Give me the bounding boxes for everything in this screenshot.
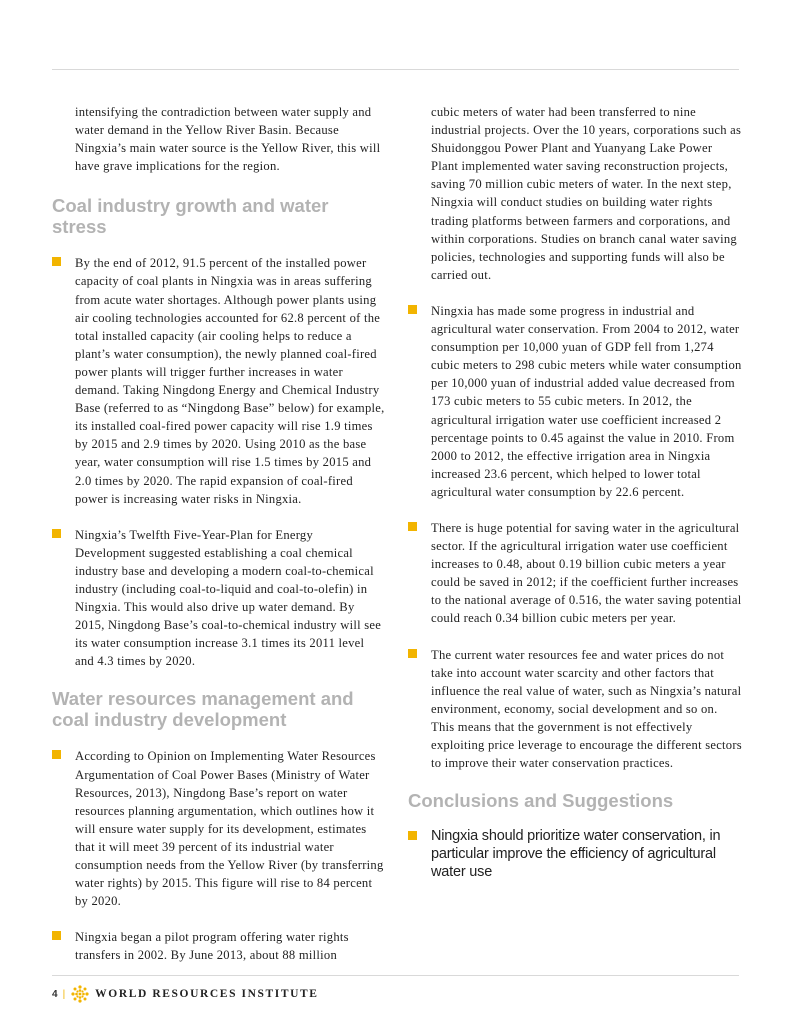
conclusion-text: Ningxia should prioritize water conservation, in particular improve the efficiency of agricultural water use: [431, 828, 721, 881]
footer-rule: [52, 975, 739, 976]
section-heading-conclusions: Conclusions and Suggestions: [408, 790, 674, 812]
bullet-text: Ningxia’s Twelfth Five-Year-Plan for Energy Development suggested establishing a coal chemical industry base and developing a modern coal-to-chemical industry (including coal-to-liquid and coal-to-olefin) in Ningxia. This would also drive up water demand. By 2015, Ningdong Base’s coal-to-chemical industry will see its water consumption increase 3.1 times its 2011 level and 4.3 times by 2020.: [75, 527, 382, 669]
bullet-text: Ningxia has made some progress in industrial and agricultural water conservation. From 2004 to 2012, water consumption per 10,000 yuan of GDP fell from 1,274 cubic meters to 298 cubic meters while water consumption per 10,000 yuan of industrial added value decreased from 173 cubic meters to 55 cubic meters. In 2012, the agricultural irrigation water use coefficient increased 2 percentage points to 0.45 against the value in 2010. From 2000 to 2012, the effective irrigation area in Ningxia increased 23.6 percent, which helped to lower total agricultural water consumption by 22.6 percent.: [431, 303, 742, 499]
page-number: 4: [52, 988, 58, 1000]
bullet-square-icon: [408, 305, 417, 314]
bullet-square-icon: [52, 750, 61, 759]
bullet-item: [408, 302, 742, 501]
bullet-text: By the end of 2012, 91.5 percent of the installed power capacity of coal plants in Ningxia was in areas suffering from acute water shortages. Although power plants using air cooling technologies accounted for 62.8 percent of the total installed capacity (air cooling helps to reduce a plant’s water consumption), the newly planned coal-fired power plants will trigger further increases in water demand. Taking Ningdong Energy and Chemical Industry Base (referred to as “Ningdong Base” below) for example, its installed coal-fired power capacity will rise 1.9 times by 2015 and 2.9 times by 2020. Using 2010 as the base year, water consumption will rise 1.5 times by 2015 and 2.0 times by 2020. The rapid expansion of coal-fired power is increasing water risks in Ningxia.: [75, 256, 385, 506]
section-heading-coal-industry: Coal industry growth and water stress: [52, 195, 329, 238]
footer-separator: |: [62, 988, 66, 1000]
bullet-text: There is huge potential for saving water in the agricultural sector. If the agricultural irrigation water use coefficient increases to 0.48, about 0.19 billion cubic meters a year could be saved in 2012; if the coefficient further increases to the national average of 0.516, the water saving potential could reach 0.34 billion cubic meters per year.: [431, 520, 742, 626]
bullet-item: [52, 928, 386, 964]
bullet-item: [52, 526, 386, 671]
bullet-square-icon: [408, 649, 417, 658]
bullet-item: [408, 519, 742, 628]
continuation-paragraph: cubic meters of water had been transferred to nine industrial projects. Over the 10 years, corporations such as Shuidonggou Power Plant and Yuanyang Lake Power Plant implemented water saving reconstruction projects, saving 70 million cubic meters of water. In the next step, Ningxia will conduct studies on building water rights trading platforms between farmers and corporations, and within corporations. Studies on branch canal water saving policies, technologies and supporting funds will also be carried out.: [431, 105, 742, 282]
bullet-text: Ningxia began a pilot program offering water rights transfers in 2002. By June 2013, about 88 million: [75, 930, 349, 963]
bullet-item: [52, 747, 386, 910]
conclusion-bullet-item: [408, 827, 742, 881]
section-heading-water-management: Water resources management and coal industry development: [52, 688, 354, 731]
footer: [52, 984, 319, 1004]
bullet-square-icon: [408, 522, 417, 531]
bullet-item: [408, 646, 742, 773]
bullet-item: [52, 254, 386, 507]
intro-paragraph: intensifying the contradiction between water supply and water demand in the Yellow River Basin. Because Ningxia’s main water source is the Yellow River, this will have grave implications for the region.: [75, 105, 381, 174]
organization-name: WORLD RESOURCES INSTITUTE: [95, 988, 319, 1000]
bullet-text: According to Opinion on Implementing Water Resources Argumentation of Coal Power Bases (Ministry of Water Resources, 2013), Ningdong Base’s report on water resources planning argumentation, which outlines how it will ensure water supply for its development, estimates that it will meet 39 percent of its industrial water consumption needs from the Yellow River (by transferring water rights) by 2015. This figure will rise to 84 percent by 2020.: [75, 749, 384, 909]
left-column: [52, 103, 386, 964]
header-rule: [52, 69, 739, 70]
bullet-square-icon: [52, 257, 61, 266]
bullet-square-icon: [408, 831, 417, 840]
bullet-square-icon: [52, 931, 61, 940]
wri-logo-icon: [71, 985, 89, 1003]
right-column: [408, 103, 742, 881]
bullet-square-icon: [52, 529, 61, 538]
bullet-text: The current water resources fee and water prices do not take into account water scarcity and other factors that influence the real value of water, such as Ningxia’s natural environment, economy, social development and so on. This means that the government is not effectively exploiting price leverage to encourage the different sectors to improve their water conservation practices.: [431, 647, 742, 771]
